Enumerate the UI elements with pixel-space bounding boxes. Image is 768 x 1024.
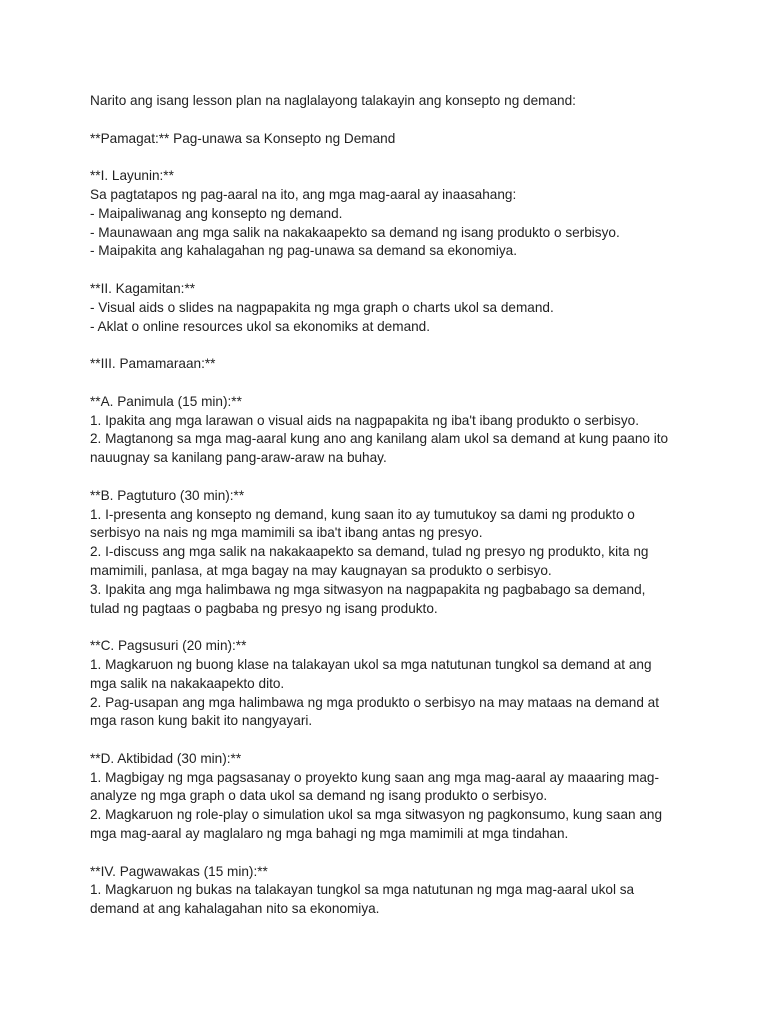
spacer	[90, 468, 730, 487]
section-aktibidad	[90, 750, 730, 844]
spacer	[90, 618, 730, 637]
section-line: 1. Ipakita ang mga larawan o visual aids na nagpapakita ng iba't ibang produkto o serbisyo.	[90, 412, 639, 428]
section-heading: **D. Aktibidad (30 min):**	[90, 750, 242, 766]
spacer	[90, 844, 730, 863]
section-line: Sa pagtatapos ng pag-aaral na ito, ang mga mag-aaral ay inaasahang:	[90, 186, 517, 202]
section-line: 2. Pag-usapan ang mga halimbawa ng mga produkto o serbisyo na may mataas na demand at	[90, 694, 660, 710]
section-line: 1. Magkaruon ng buong klase na talakayan ukol sa mga natutunan tungkol sa demand at ang	[90, 656, 652, 672]
section-line: - Maipakita ang kahalagahan ng pag-unawa sa demand sa ekonomiya.	[90, 243, 517, 259]
section-pamamaraan	[90, 355, 730, 374]
section-line: mga rason kung bakit ito nangyayari.	[90, 713, 313, 729]
section-line: mga mag-aaral ay maglalaro ng mga bahagi ng mga mamimili at mga tindahan.	[90, 826, 569, 842]
spacer	[90, 148, 730, 167]
section-layunin	[90, 167, 730, 261]
section-heading: **I. Layunin:**	[90, 168, 174, 184]
intro-text: Narito ang isang lesson plan na naglalayong talakayin ang konsepto ng demand:	[90, 93, 576, 108]
section-pagtuturo	[90, 487, 730, 619]
document-title: **Pamagat:** Pag-unawa sa Konsepto ng Demand	[90, 130, 396, 146]
section-line: 1. Magbigay ng mga pagsasanay o proyekto kung saan ang mga mag-aaral ay maaaring mag-	[90, 769, 660, 785]
section-line: demand at ang kahalagahan nito sa ekonomiya.	[90, 901, 380, 917]
section-line: - Aklat o online resources ukol sa ekonomiks at demand.	[90, 318, 431, 334]
spacer	[90, 261, 730, 280]
spacer	[90, 374, 730, 393]
section-line: nauugnay sa kanilang pang-araw-araw na buhay.	[90, 450, 387, 466]
section-line: 3. Ipakita ang mga halimbawa ng mga sitwasyon na nagpapakita ng pagbabago sa demand,	[90, 581, 646, 597]
section-panimula	[90, 393, 730, 468]
spacer	[90, 731, 730, 750]
section-heading: **III. Pamamaraan:**	[90, 356, 216, 372]
spacer	[90, 111, 730, 130]
document-page	[90, 92, 730, 919]
section-line: 1. I-presenta ang konsepto ng demand, kung saan ito ay tumutukoy sa dami ng produkto o	[90, 506, 635, 522]
section-line: mga salik na nakakaapekto dito.	[90, 675, 285, 691]
section-line: tulad ng pagtaas o pagbaba ng presyo ng isang produkto.	[90, 600, 438, 616]
section-heading: **C. Pagsusuri (20 min):**	[90, 638, 247, 654]
section-heading: **IV. Pagwawakas (15 min):**	[90, 863, 268, 879]
section-line: 2. Magtanong sa mga mag-aaral kung ano ang kanilang alam ukol sa demand at kung paano ito	[90, 431, 669, 447]
section-kagamitan	[90, 280, 730, 336]
section-heading: **II. Kagamitan:**	[90, 280, 196, 296]
section-line: - Visual aids o slides na nagpapakita ng mga graph o charts ukol sa demand.	[90, 299, 554, 315]
section-line: - Maipaliwanag ang konsepto ng demand.	[90, 205, 343, 221]
section-line: - Maunawaan ang mga salik na nakakaapekto sa demand ng isang produkto o serbisyo.	[90, 224, 620, 240]
section-line: mamimili, panlasa, at mga bagay na may kaugnayan sa produkto o serbisyo.	[90, 562, 552, 578]
section-pagwawakas	[90, 863, 730, 919]
spacer	[90, 336, 730, 355]
section-line: serbisyo na nais ng mga mamimili sa iba't ibang antas ng presyo.	[90, 525, 483, 541]
section-line: 2. I-discuss ang mga salik na nakakaapekto sa demand, tulad ng presyo ng produkto, kita ng	[90, 544, 649, 560]
section-line: analyze ng mga graph o data ukol sa demand ng isang produkto o serbisyo.	[90, 788, 548, 804]
section-line: 2. Magkaruon ng role-play o simulation ukol sa mga sitwasyon ng pagkonsumo, kung saan ang	[90, 807, 663, 823]
section-line: 1. Magkaruon ng bukas na talakayan tungkol sa mga natutunan ng mga mag-aaral ukol sa	[90, 882, 635, 898]
section-heading: **B. Pagtuturo (30 min):**	[90, 487, 245, 503]
section-heading: **A. Panimula (15 min):**	[90, 393, 242, 409]
section-pagsusuri	[90, 637, 730, 731]
